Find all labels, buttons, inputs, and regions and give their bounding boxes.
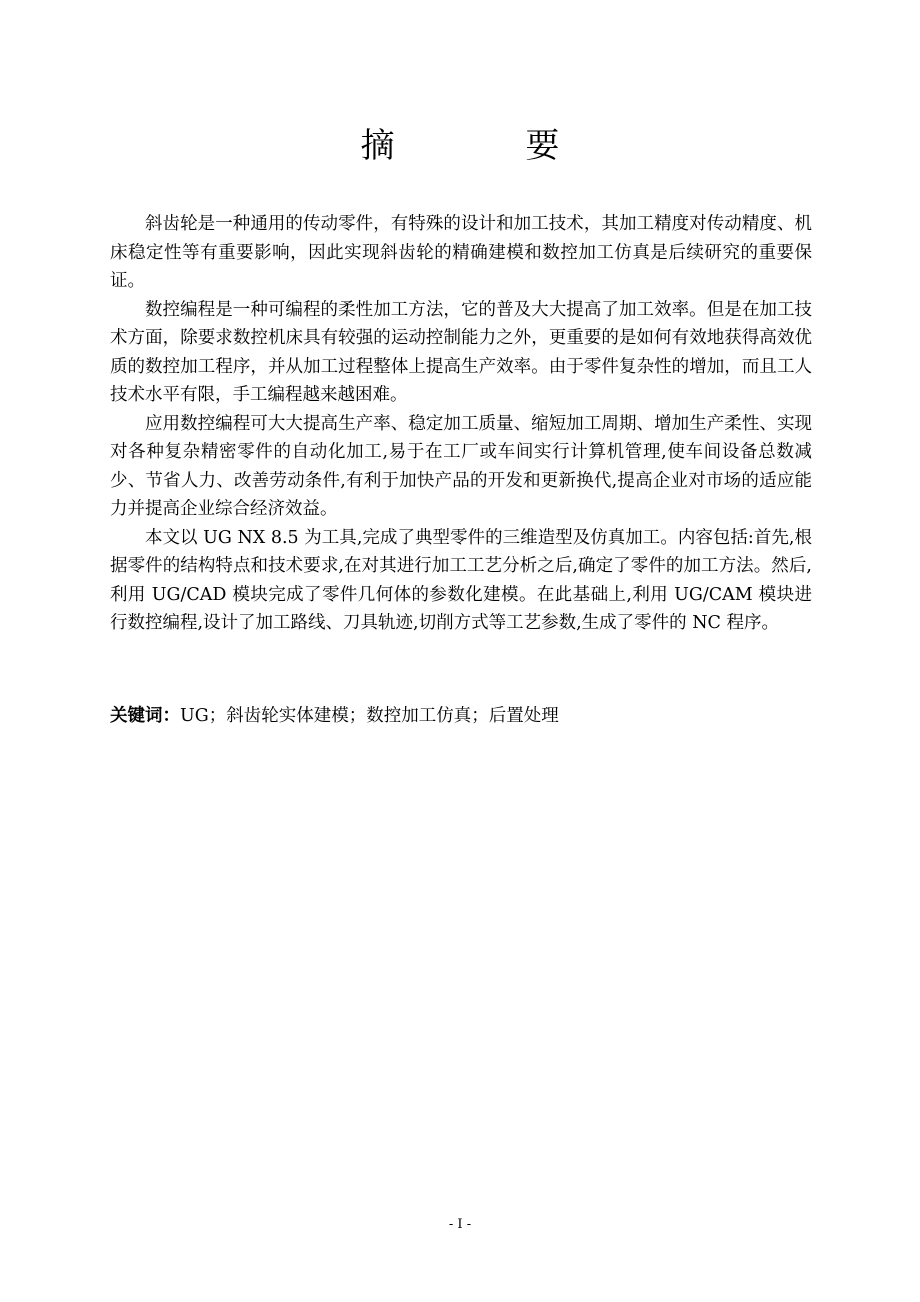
keywords-line [110, 702, 812, 730]
page-number: - I - [448, 1217, 472, 1232]
abstract-paragraph-1: 斜齿轮是一种通用的传动零件，有特殊的设计和加工技术，其加工精度对传动精度、机床稳定性等有重要影响，因此实现斜齿轮的精确建模和数控加工仿真是后续研究的重要保证。 [110, 214, 812, 291]
keywords-text: UG；斜齿轮实体建模；数控加工仿真；后置处理 [180, 706, 559, 726]
keywords-label: 关键词： [110, 706, 180, 726]
abstract-body [110, 210, 812, 638]
abstract-paragraph-3: 应用数控编程可大大提高生产率、稳定加工质量、缩短加工周期、增加生产柔性、实现对各种复杂精密零件的自动化加工,易于在工厂或车间实行计算机管理,使车间设备总数减少、节省人力、改善劳动条件,有利于加快产品的开发和更新换代,提高企业对市场的适应能力并提高企业综合经济效益。 [110, 413, 812, 519]
abstract-paragraph-2: 数控编程是一种可编程的柔性加工方法，它的普及大大提高了加工效率。但是在加工技术方面，除要求数控机床具有较强的运动控制能力之外，更重要的是如何有效地获得高效优质的数控加工程序，并从加工过程整体上提高生产效率。由于零件复杂性的增加，而且工人技术水平有限，手工编程越来越困难。 [110, 299, 812, 405]
page-title: 摘 要 [360, 126, 620, 166]
abstract-paragraph-4: 本文以 UG NX 8.5 为工具,完成了典型零件的三维造型及仿真加工。内容包括:首先,根据零件的结构特点和技术要求,在对其进行加工工艺分析之后,确定了零件的加工方法。然后,利用 UG/CAD 模块完成了零件几何体的参数化建模。在此基础上,利用 UG/CAM 模块进行数控编程,设计了加工路线、刀具轨迹,切削方式等工艺参数,生成了零件的 NC 程序。 [110, 527, 812, 633]
